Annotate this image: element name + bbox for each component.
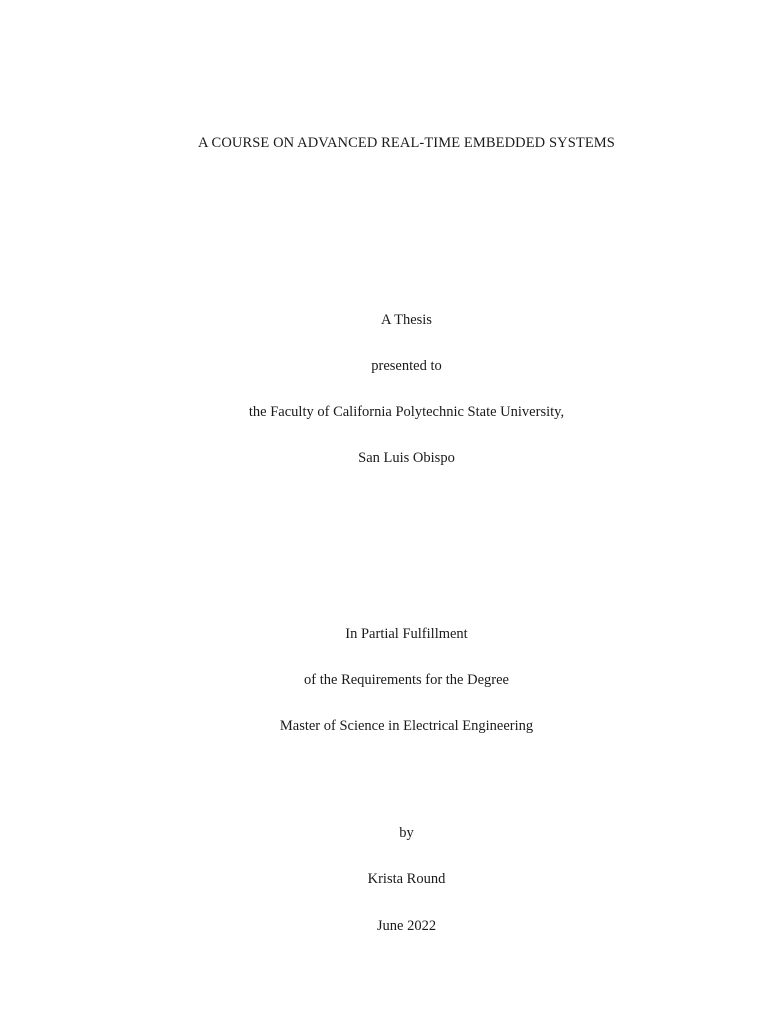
university-location-line: San Luis Obispo <box>358 450 455 466</box>
faculty-line: the Faculty of California Polytechnic State University, <box>248 404 565 420</box>
submission-date: June 2022 <box>376 918 437 934</box>
by-label: by <box>399 825 414 841</box>
degree-line: Master of Science in Electrical Engineering <box>279 718 534 734</box>
requirements-line: of the Requirements for the Degree <box>304 672 509 688</box>
presented-to-line: presented to <box>371 358 442 374</box>
document-type-line: A Thesis <box>381 312 432 328</box>
thesis-title: A COURSE ON ADVANCED REAL-TIME EMBEDDED SYSTEMS <box>198 135 615 151</box>
fulfillment-line: In Partial Fulfillment <box>345 626 468 642</box>
author-name: Krista Round <box>367 871 446 887</box>
